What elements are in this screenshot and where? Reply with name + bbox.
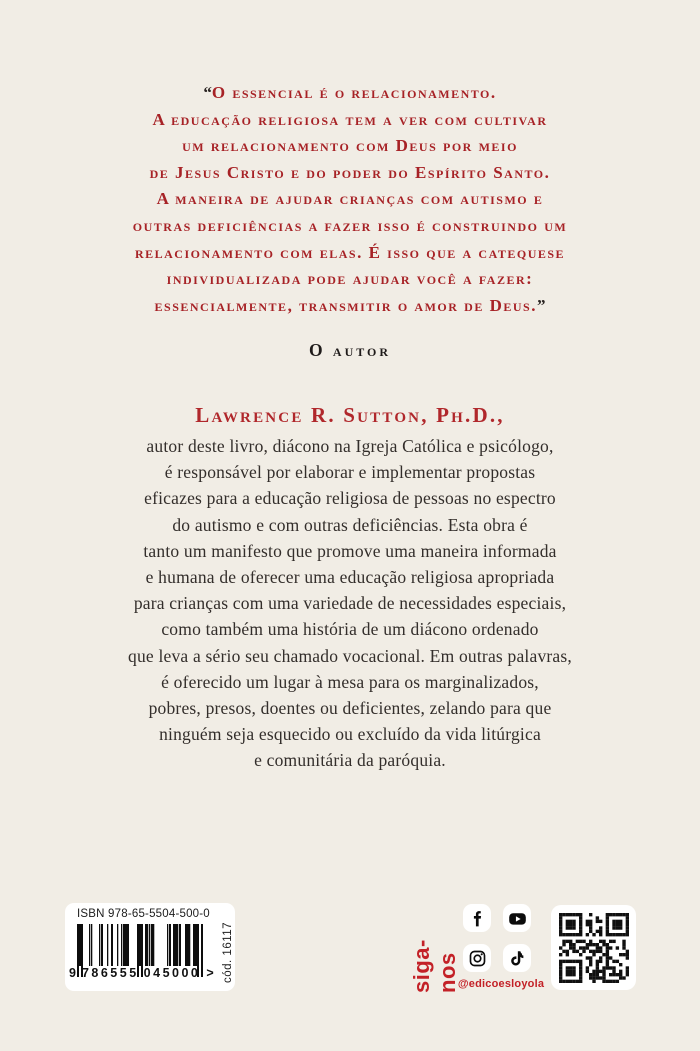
quote-line: “O essencial é o relacionamento. bbox=[203, 83, 497, 102]
author-label: O autor bbox=[308, 340, 392, 360]
bio-line: ninguém seja esquecido ou excluído da vida litúrgica bbox=[159, 724, 541, 745]
bio-line: é responsável por elaborar e implementar propostas bbox=[164, 462, 536, 483]
barcode-digit-group2: 045000 bbox=[143, 966, 201, 980]
barcode-digit-trail: > bbox=[206, 966, 214, 980]
bio-line: como também uma história de um diácono ordenado bbox=[161, 619, 539, 640]
quote-line: A educação religiosa tem a ver com cultivar bbox=[152, 109, 548, 129]
quote-line: individualizada pode ajudar você a fazer: bbox=[166, 269, 534, 289]
bio-line: tanto um manifesto que promove uma maneira informada bbox=[143, 540, 557, 561]
author-name: Lawrence R. Sutton, Ph.D., bbox=[195, 403, 505, 427]
bio-text bbox=[40, 433, 660, 774]
isbn-label: ISBN 978-65-5504-500-0 bbox=[77, 908, 210, 920]
facebook-icon bbox=[463, 904, 491, 932]
quote-line: relacionamento com elas. É isso que a catequese bbox=[134, 242, 566, 262]
bio-line: do autismo e com outras deficiências. Esta obra é bbox=[172, 514, 528, 535]
quote-line: essencialmente, transmitir o amor de Deus.” bbox=[154, 295, 546, 315]
quote-lines bbox=[40, 80, 660, 319]
barcode-code-label: cód. 16117 bbox=[222, 921, 234, 983]
barcode-card bbox=[65, 903, 235, 991]
quote-line: A maneira de ajudar crianças com autismo e bbox=[156, 189, 544, 209]
bio-line: e humana de oferecer uma educação religiosa apropriada bbox=[145, 567, 555, 588]
instagram-icon bbox=[463, 944, 491, 972]
quote-line: outras deficiências a fazer isso é construindo um bbox=[132, 215, 568, 235]
follow-us-label: siga-nos bbox=[409, 939, 460, 993]
qr-code-pattern bbox=[559, 913, 629, 983]
bio-line: autor deste livro, diácono na Igreja Católica e psicólogo, bbox=[146, 436, 554, 456]
quote-line: um relacionamento com Deus por meio bbox=[182, 136, 518, 156]
tiktok-icon bbox=[503, 944, 531, 972]
bio-line: pobres, presos, doentes ou deficientes, zelando para que bbox=[148, 698, 552, 719]
social-handle: @edicoesloyola bbox=[457, 978, 545, 990]
barcode-digit-group1: 786555 bbox=[81, 966, 139, 980]
bio-line: eficazes para a educação religiosa de pessoas no espectro bbox=[144, 488, 556, 509]
bio-line: para crianças com uma variedade de necessidades especiais, bbox=[133, 593, 567, 614]
barcode-digits bbox=[69, 966, 221, 980]
youtube-icon bbox=[503, 904, 531, 932]
qr-code bbox=[551, 905, 636, 990]
barcode-digit-lead: 9 bbox=[69, 966, 76, 980]
bio-line: que leva a sério seu chamado vocacional. Em outras palavras, bbox=[128, 645, 572, 666]
bio-line: e comunitária da paróquia. bbox=[254, 750, 446, 771]
bio-line: é oferecido um lugar à mesa para os marginalizados, bbox=[161, 671, 539, 692]
quote-line: de Jesus Cristo e do poder do Espírito Santo. bbox=[149, 162, 551, 182]
